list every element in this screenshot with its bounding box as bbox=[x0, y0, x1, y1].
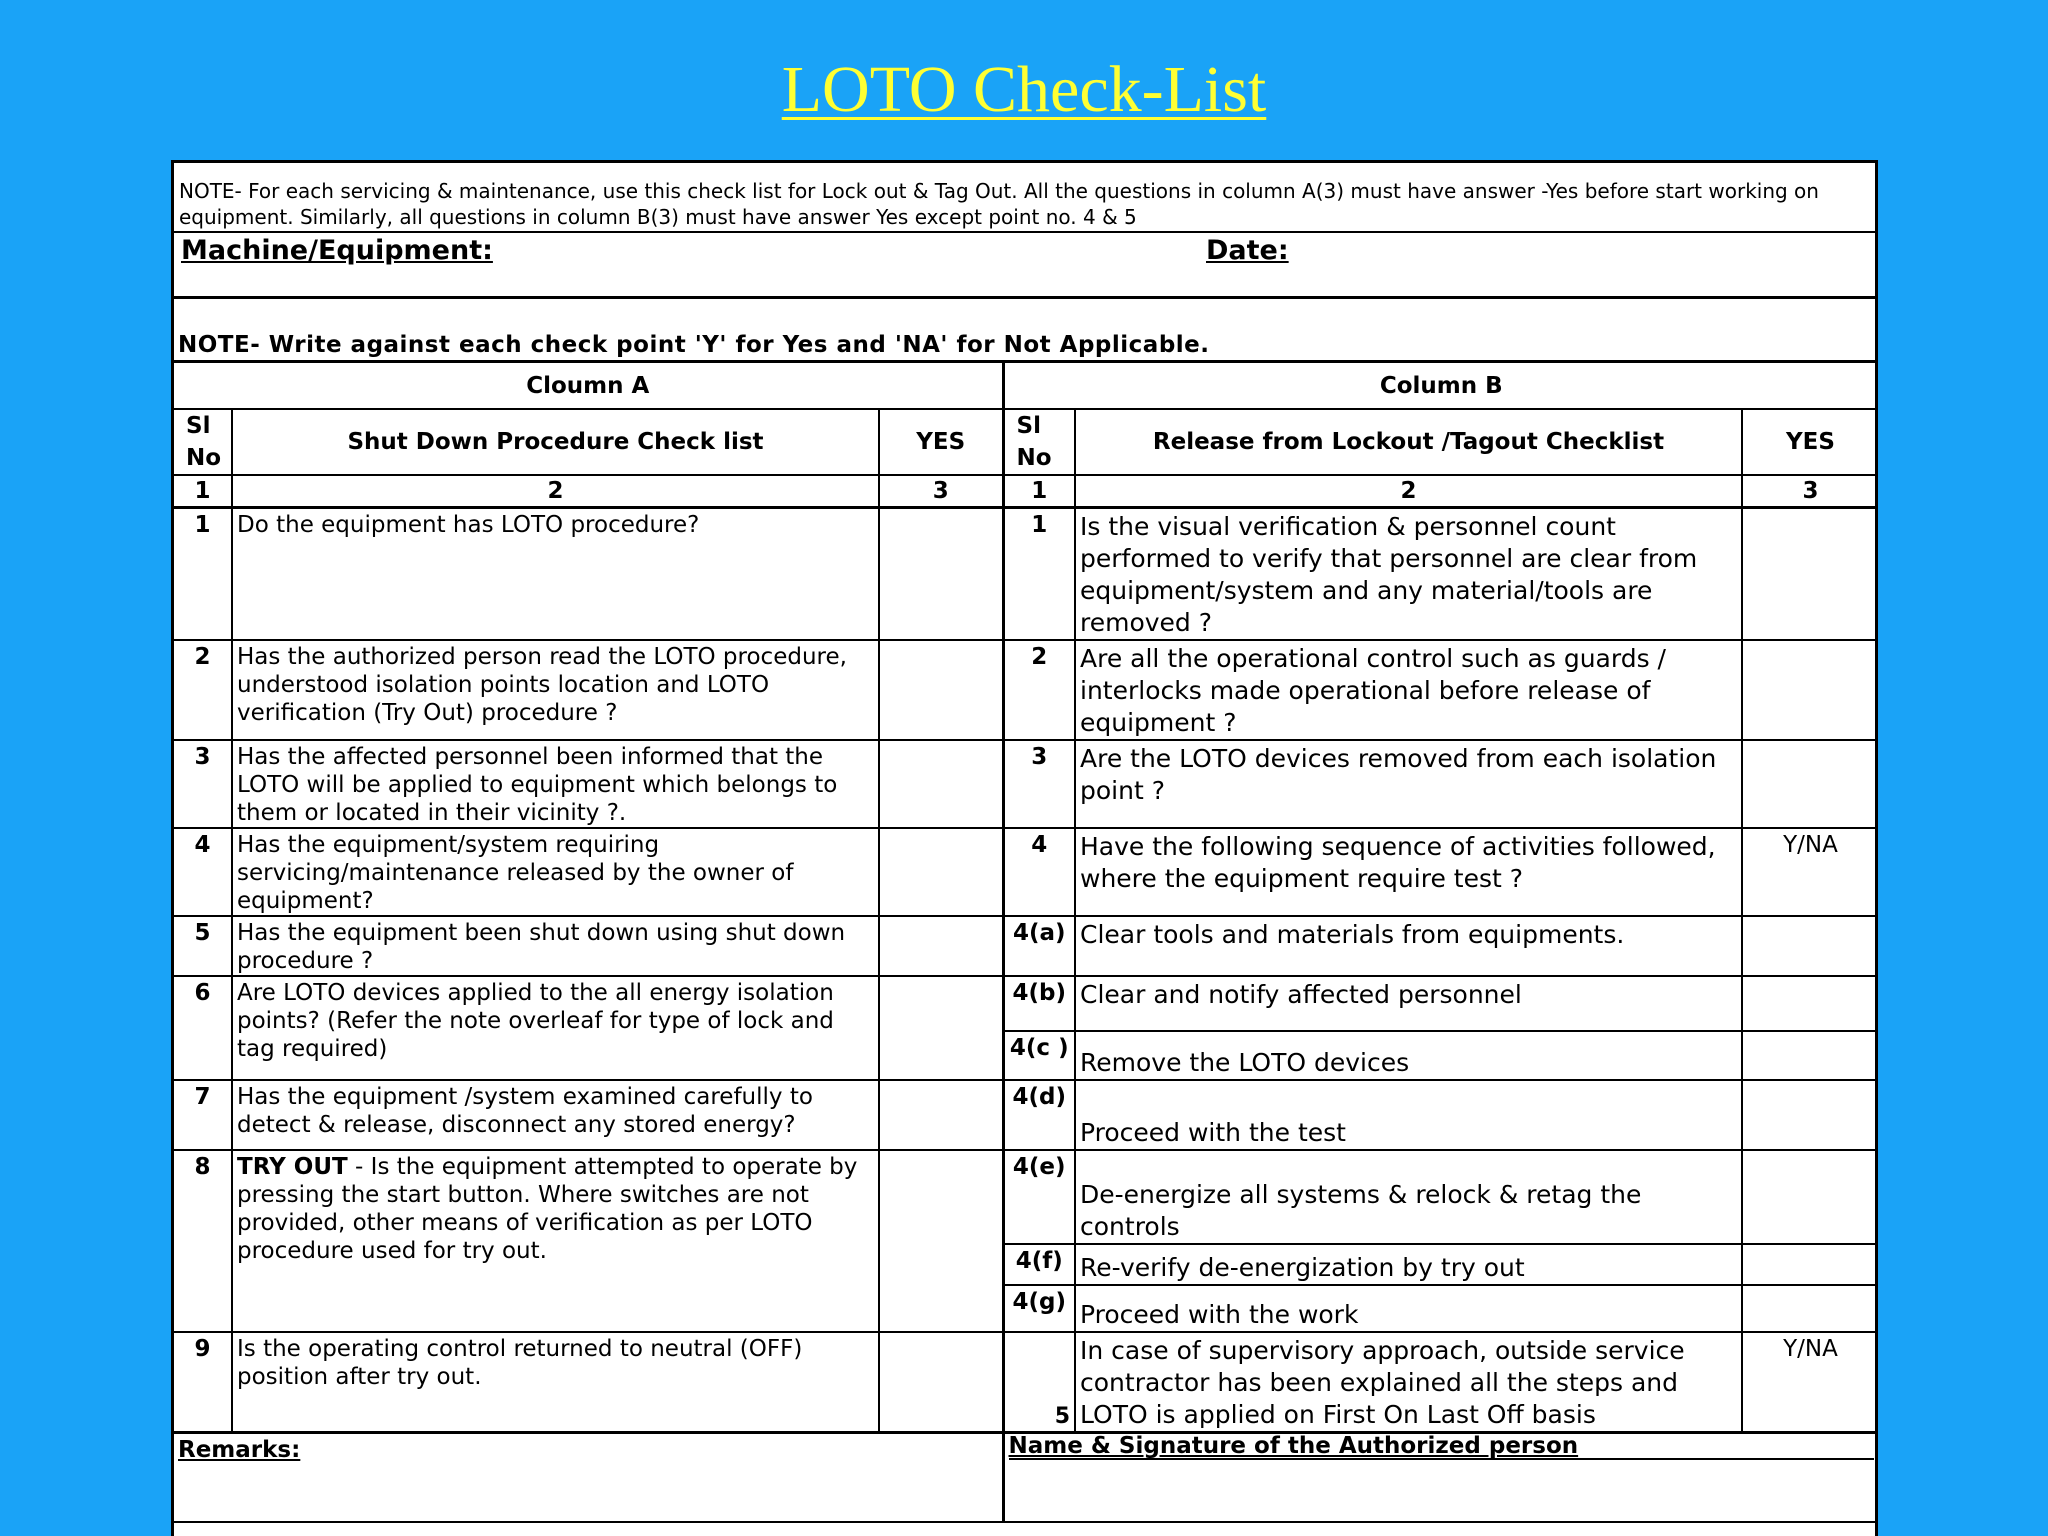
column-a-num-3: 3 bbox=[879, 475, 1003, 507]
column-a-title: Cloumn A bbox=[174, 363, 1003, 409]
b-row-2-answer[interactable] bbox=[1742, 640, 1878, 740]
b-row-4a-answer[interactable] bbox=[1742, 916, 1878, 976]
b-row-5-sl: 5 bbox=[1003, 1332, 1075, 1433]
b-row-4c-question: Remove the LOTO devices bbox=[1075, 1031, 1742, 1080]
b-row-2-question: Are all the operational control such as guards / interlocks made operational before release of equipment ? bbox=[1075, 640, 1742, 740]
a-row-9-question: Is the operating control returned to neutral (OFF) position after try out. bbox=[232, 1332, 879, 1433]
signature-field[interactable] bbox=[1003, 1432, 1878, 1522]
b-row-4d-sl: 4(d) bbox=[1003, 1080, 1075, 1150]
b-row-4f-question: Re-verify de-energization by try out bbox=[1075, 1244, 1742, 1285]
column-b-num-2: 2 bbox=[1075, 475, 1742, 507]
column-a-check-header: Shut Down Procedure Check list bbox=[232, 409, 879, 475]
a-row-4-sl: 4 bbox=[174, 828, 232, 916]
b-row-4b-sl: 4(b) bbox=[1003, 976, 1075, 1031]
a-row-9-sl: 9 bbox=[174, 1332, 232, 1433]
try-out-bold: TRY OUT bbox=[237, 1153, 348, 1180]
a-row-8-question bbox=[232, 1150, 879, 1332]
b-row-4g-sl: 4(g) bbox=[1003, 1285, 1075, 1332]
column-a-num-2: 2 bbox=[232, 475, 879, 507]
column-b-sl-header: Sl No bbox=[1003, 409, 1075, 475]
a-row-9-answer[interactable] bbox=[879, 1332, 1003, 1433]
a-row-7-answer[interactable] bbox=[879, 1080, 1003, 1150]
column-a-num-1: 1 bbox=[174, 475, 232, 507]
b-row-2-sl: 2 bbox=[1003, 640, 1075, 740]
remarks-label: Remarks: bbox=[178, 1436, 301, 1463]
date-label: Date: bbox=[1206, 235, 1289, 266]
a-row-3-question: Has the affected personnel been informed that the LOTO will be applied to equipment which belongs to them or located in their vicinity ?. bbox=[232, 740, 879, 828]
machine-equipment-label: Machine/Equipment: bbox=[181, 235, 493, 266]
b-row-5-question: In case of supervisory approach, outside service contractor has been explained all the steps and LOTO is applied on First On Last Off basis bbox=[1075, 1332, 1742, 1433]
checklist-table bbox=[174, 363, 1878, 1523]
answer-note-row bbox=[174, 299, 1875, 363]
b-row-4f-sl: 4(f) bbox=[1003, 1244, 1075, 1285]
page-title bbox=[0, 50, 2048, 130]
b-row-4b-answer[interactable] bbox=[1742, 976, 1878, 1031]
b-row-3-question: Are the LOTO devices removed from each isolation point ? bbox=[1075, 740, 1742, 828]
b-row-1-answer[interactable] bbox=[1742, 507, 1878, 640]
b-row-4c-answer[interactable] bbox=[1742, 1031, 1878, 1080]
column-b-title: Column B bbox=[1003, 363, 1878, 409]
b-row-4d-question: Proceed with the test bbox=[1075, 1080, 1742, 1150]
a-row-4-question: Has the equipment/system requiring servicing/maintenance released by the owner of equipment? bbox=[232, 828, 879, 916]
a-row-8-question-text: - Is the equipment attempted to operate by pressing the start button. Where switches are not provided, other means of verification as per LOTO procedure used for try out. bbox=[237, 1153, 858, 1264]
a-row-5-sl: 5 bbox=[174, 916, 232, 976]
b-row-3-answer[interactable] bbox=[1742, 740, 1878, 828]
b-row-4b-question: Clear and notify affected personnel bbox=[1075, 976, 1742, 1031]
a-row-6-answer[interactable] bbox=[879, 976, 1003, 1080]
column-a-sl-header: Sl No bbox=[174, 409, 232, 475]
a-row-1-sl: 1 bbox=[174, 507, 232, 640]
a-row-6-question: Are LOTO devices applied to the all energy isolation points? (Refer the note overleaf for type of lock and tag required) bbox=[232, 976, 879, 1080]
a-row-2-sl: 2 bbox=[174, 640, 232, 740]
b-row-1-question: Is the visual verification & personnel count performed to verify that personnel are clear from equipment/system and any material/tools are removed ? bbox=[1075, 507, 1742, 640]
a-row-2-question: Has the authorized person read the LOTO procedure, understood isolation points location and LOTO verification (Try Out) procedure ? bbox=[232, 640, 879, 740]
b-row-4-sl: 4 bbox=[1003, 828, 1075, 916]
b-row-4f-answer[interactable] bbox=[1742, 1244, 1878, 1285]
b-row-4g-answer[interactable] bbox=[1742, 1285, 1878, 1332]
b-row-5-answer[interactable]: Y/NA bbox=[1742, 1332, 1878, 1433]
checklist-sheet bbox=[171, 160, 1878, 1536]
instruction-note: NOTE- For each servicing & maintenance, use this check list for Lock out & Tag Out. All the questions in column A(3) must have answer -Yes before start working on equipment. Similarly, all questions in column B(3) must have answer Yes except point no. 4 & 5 bbox=[174, 163, 1875, 233]
answer-note: NOTE- Write against each check point 'Y' for Yes and 'NA' for Not Applicable. bbox=[178, 332, 1210, 358]
a-row-2-answer[interactable] bbox=[879, 640, 1003, 740]
a-row-3-answer[interactable] bbox=[879, 740, 1003, 828]
a-row-7-question: Has the equipment /system examined carefully to detect & release, disconnect any stored energy? bbox=[232, 1080, 879, 1150]
b-row-4e-sl: 4(e) bbox=[1003, 1150, 1075, 1244]
b-row-4-question: Have the following sequence of activities followed, where the equipment require test ? bbox=[1075, 828, 1742, 916]
remarks-field[interactable] bbox=[174, 1432, 1003, 1522]
b-row-3-sl: 3 bbox=[1003, 740, 1075, 828]
a-row-8-sl: 8 bbox=[174, 1150, 232, 1332]
a-row-6-sl: 6 bbox=[174, 976, 232, 1080]
b-row-4a-sl: 4(a) bbox=[1003, 916, 1075, 976]
page-title-text: LOTO Check-List bbox=[781, 53, 1267, 126]
a-row-5-answer[interactable] bbox=[879, 916, 1003, 976]
column-b-check-header: Release from Lockout /Tagout Checklist bbox=[1075, 409, 1742, 475]
b-row-4e-question: De-energize all systems & relock & retag the controls bbox=[1075, 1150, 1742, 1244]
a-row-8-answer[interactable] bbox=[879, 1150, 1003, 1332]
b-row-4-answer[interactable]: Y/NA bbox=[1742, 828, 1878, 916]
a-row-1-answer[interactable] bbox=[879, 507, 1003, 640]
column-b-yes-header: YES bbox=[1742, 409, 1878, 475]
column-b-num-1: 1 bbox=[1003, 475, 1075, 507]
a-row-5-question: Has the equipment been shut down using shut down procedure ? bbox=[232, 916, 879, 976]
b-row-4c-sl: 4(c ) bbox=[1003, 1031, 1075, 1080]
a-row-1-question: Do the equipment has LOTO procedure? bbox=[232, 507, 879, 640]
b-row-4g-question: Proceed with the work bbox=[1075, 1285, 1742, 1332]
b-row-4e-answer[interactable] bbox=[1742, 1150, 1878, 1244]
column-a-yes-header: YES bbox=[879, 409, 1003, 475]
b-row-4d-answer[interactable] bbox=[1742, 1080, 1878, 1150]
signature-label: Name & Signature of the Authorized person bbox=[1009, 1434, 1875, 1460]
column-b-num-3: 3 bbox=[1742, 475, 1878, 507]
a-row-4-answer[interactable] bbox=[879, 828, 1003, 916]
machine-date-row bbox=[174, 233, 1875, 299]
b-row-1-sl: 1 bbox=[1003, 507, 1075, 640]
a-row-7-sl: 7 bbox=[174, 1080, 232, 1150]
b-row-4a-question: Clear tools and materials from equipments. bbox=[1075, 916, 1742, 976]
a-row-3-sl: 3 bbox=[174, 740, 232, 828]
